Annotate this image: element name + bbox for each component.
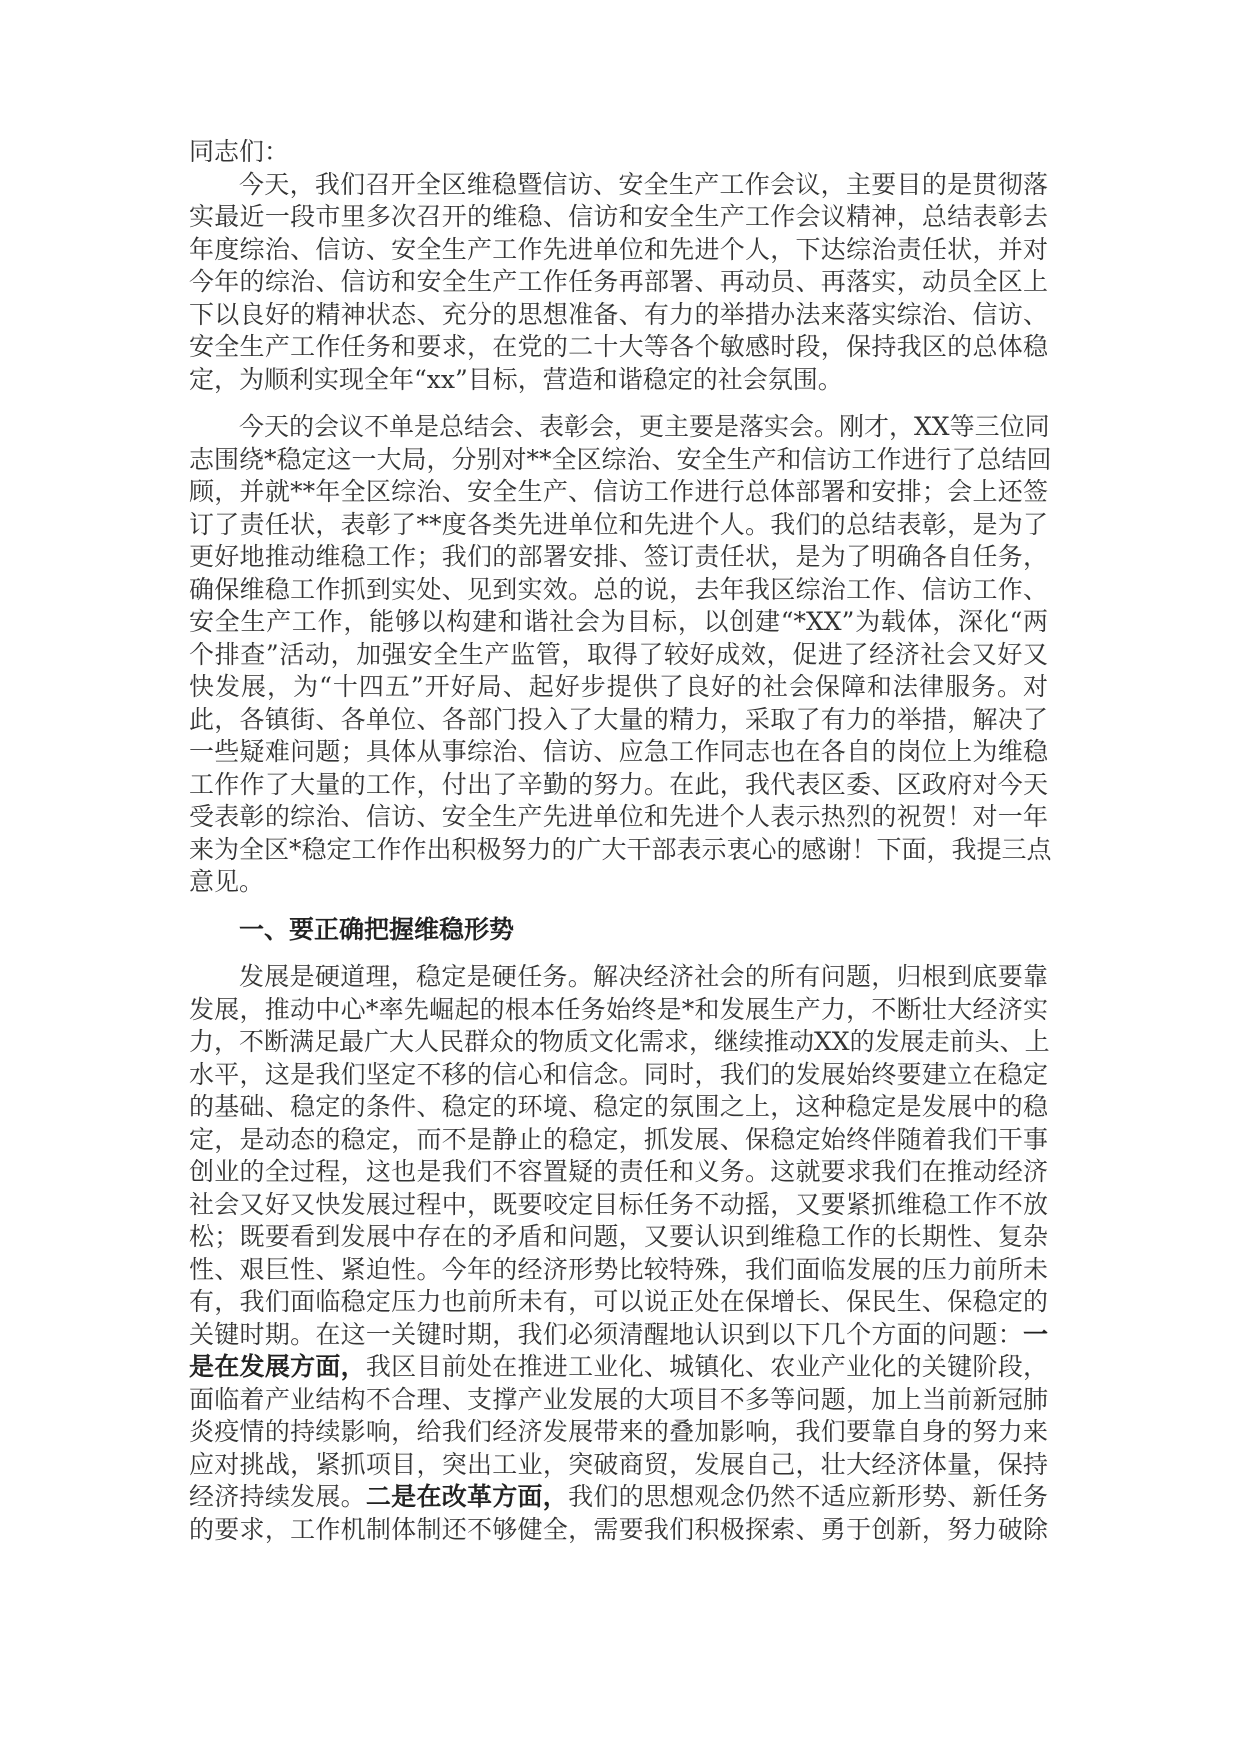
- text-line: 志围绕*稳定这一大局，分别对**全区综治、安全生产和信访工作进行了总结回: [189, 444, 1052, 474]
- text-line: 更好地推动维稳工作；我们的部署安排、签订责任状，是为了明确各自任务，: [189, 542, 1048, 571]
- text-line: 受表彰的综治、信访、安全生产先进单位和先进个人表示热烈的祝贺！对一年: [189, 802, 1048, 831]
- text-line: 实最近一段市里多次召开的维稳、信访和安全生产工作会议精神，总结表彰去: [189, 202, 1048, 231]
- text-line: 面临着产业结构不合理、支撑产业发展的大项目不多等问题，加上当前新冠肺: [189, 1384, 1048, 1414]
- text-line: 订了责任状，表彰了**度各类先进单位和先进个人。我们的总结表彰，是为了: [189, 509, 1048, 539]
- text-line: 松；既要看到发展中存在的矛盾和问题，又要认识到维稳工作的长期性、复杂: [189, 1222, 1048, 1251]
- text-line: 的要求，工作机制体制还不够健全，需要我们积极探索、勇于创新，努力破除: [189, 1514, 1048, 1544]
- text-line: 今天，我们召开全区维稳暨信访、安全生产工作会议，主要目的是贯彻落: [239, 169, 1048, 199]
- text-line: 快发展，为“十四五”开好局、起好步提供了良好的社会保障和法律服务。对: [189, 672, 1048, 701]
- body-paragraph: [189, 411, 1052, 899]
- text-line: 确保维稳工作抓到实处、见到实效。总的说，去年我区综治工作、信访工作、: [189, 574, 1048, 604]
- text-segment: 关键时期。在这一关键时期，我们必须清醒地认识到以下几个方面的问题：: [189, 1319, 1023, 1349]
- body-paragraph: [189, 961, 1048, 1546]
- text-line: 来为全区*稳定工作作出积极努力的广大干部表示衷心的感谢！下面，我提三点: [189, 834, 1052, 864]
- text-line: [189, 1481, 1048, 1514]
- text-line: 安全生产工作任务和要求，在党的二十大等各个敏感时段，保持我区的总体稳: [189, 332, 1048, 361]
- text-line: 意见。: [189, 867, 265, 896]
- text-line: 创业的全过程，这也是我们不容置疑的责任和义务。这就要求我们在推动经济: [189, 1157, 1048, 1186]
- text-line: 社会又好又快发展过程中，既要咬定目标任务不动摇，又要紧抓维稳工作不放: [189, 1189, 1048, 1219]
- text-line: 定，为顺利实现全年“xx”目标，营造和谐稳定的社会氛围。: [189, 364, 843, 394]
- text-line: 今天的会议不单是总结会、表彰会，更主要是落实会。刚才，XX等三位同: [239, 412, 1050, 441]
- bold-text-segment: 一: [1022, 1319, 1048, 1349]
- text-line: 一些疑难问题；具体从事综治、信访、应急工作同志也在各自的岗位上为维稳: [189, 737, 1048, 766]
- text-line: 下以良好的精神状态、充分的思想准备、有力的举措办法来落实综治、信访、: [189, 299, 1048, 329]
- text-line: 个排查”活动，加强安全生产监管，取得了较好成效，促进了经济社会又好又: [189, 639, 1048, 669]
- heading-text: 一、要正确把握维稳形势: [239, 914, 515, 944]
- text-line: 的基础、稳定的条件、稳定的环境、稳定的氛围之上，这种稳定是发展中的稳: [189, 1092, 1048, 1121]
- bold-text-segment: 二是在改革方面，: [365, 1482, 569, 1511]
- text-line: 力，不断满足最广大人民群众的物质文化需求，继续推动XX的发展走前头、上: [189, 1027, 1050, 1056]
- document-body: [189, 169, 1052, 1547]
- text-line: [189, 1351, 1048, 1384]
- body-paragraph: [189, 169, 1048, 397]
- salutation: 同志们：: [189, 137, 290, 166]
- bold-text-segment: 是在发展方面，: [189, 1352, 366, 1381]
- text-line: 炎疫情的持续影响，给我们经济发展带来的叠加影响，我们要靠自身的努力来: [189, 1417, 1048, 1446]
- text-line: 今年的综治、信访和安全生产工作任务再部署、再动员、再落实，动员全区上: [189, 267, 1048, 296]
- document-page: [189, 136, 1052, 1546]
- text-line: 水平，这是我们坚定不移的信心和信念。同时，我们的发展始终要建立在稳定: [189, 1059, 1048, 1089]
- text-line: 性、艰巨性、紧迫性。今年的经济形势比较特殊，我们面临发展的压力前所未: [189, 1254, 1048, 1284]
- text-line: 工作作了大量的工作，付出了辛勤的努力。在此，我代表区委、区政府对今天: [189, 769, 1048, 799]
- text-line: 安全生产工作，能够以构建和谐社会为目标，以创建“*XX”为载体，深化“两: [189, 607, 1048, 636]
- text-line: 顾，并就**年全区综治、安全生产、信访工作进行总体部署和安排；会上还签: [189, 477, 1048, 506]
- text-line: [189, 1319, 1048, 1352]
- text-segment: 我区目前处在推进工业化、城镇化、农业产业化的关键阶段，: [365, 1352, 1048, 1381]
- text-line: 有，我们面临稳定压力也前所未有，可以说正处在保增长、保民生、保稳定的: [189, 1287, 1048, 1316]
- section-heading: [189, 914, 1048, 947]
- text-line: 应对挑战，紧抓项目，突出工业，突破商贸，发展自己，壮大经济体量，保持: [189, 1449, 1048, 1479]
- text-segment: 经济持续发展。: [189, 1482, 366, 1511]
- text-line: 年度综治、信访、安全生产工作先进单位和先进个人，下达综治责任状，并对: [189, 234, 1048, 264]
- text-line: 定，是动态的稳定，而不是静止的稳定，抓发展、保稳定始终伴随着我们干事: [189, 1124, 1048, 1154]
- text-line: 发展是硬道理，稳定是硬任务。解决经济社会的所有问题，归根到底要靠: [239, 962, 1048, 991]
- text-segment: 我们的思想观念仍然不适应新形势、新任务: [568, 1482, 1048, 1511]
- text-line: 发展，推动中心*率先崛起的根本任务始终是*和发展生产力，不断壮大经济实: [189, 994, 1048, 1024]
- salutation-paragraph: [189, 136, 1048, 169]
- text-line: 此，各镇街、各单位、各部门投入了大量的精力，采取了有力的举措，解决了: [189, 704, 1048, 734]
